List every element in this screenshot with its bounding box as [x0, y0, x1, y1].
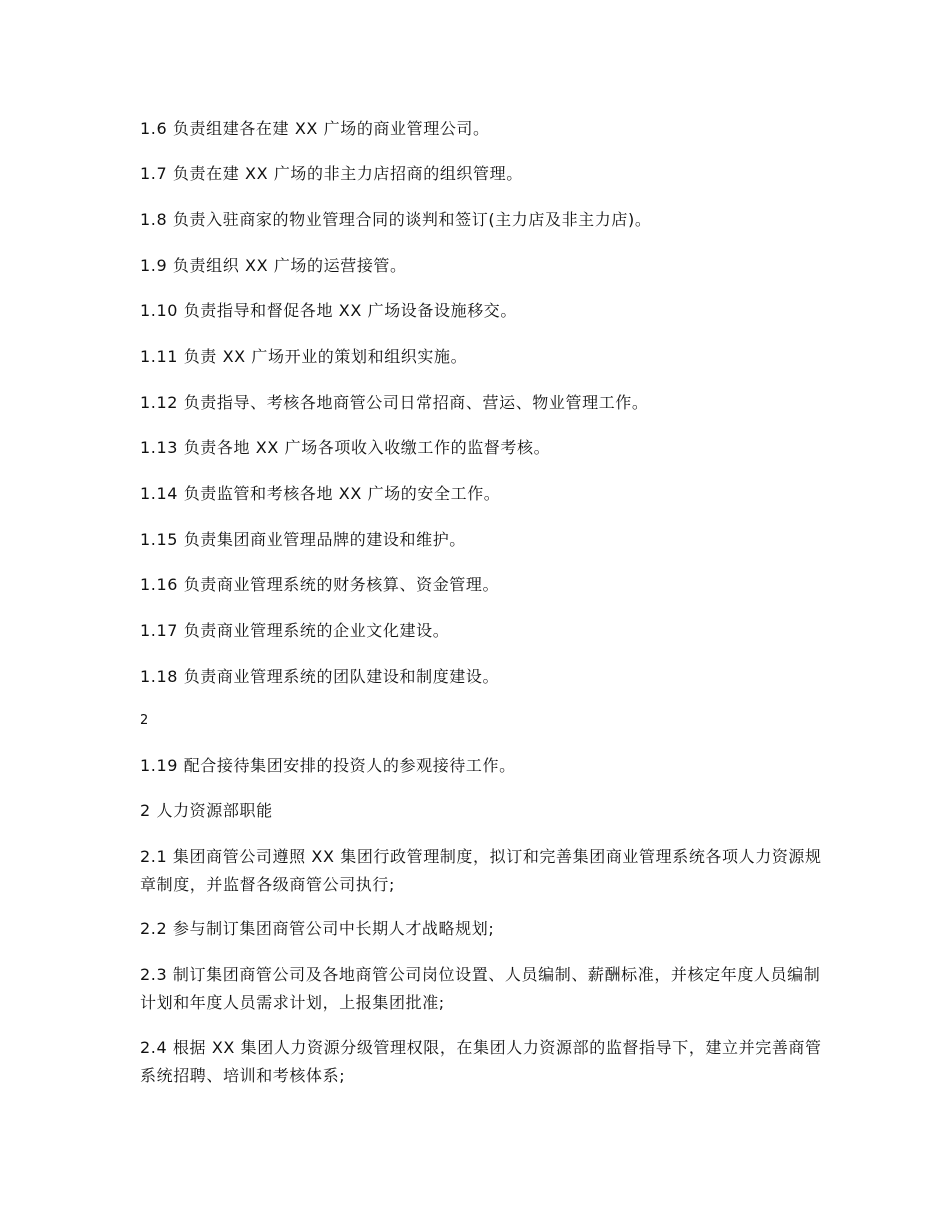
paragraph-1-14: 1.14 负责监管和考核各地 XX 广场的安全工作。: [140, 484, 501, 503]
paragraph-1-16: 1.16 负责商业管理系统的财务核算、资金管理。: [140, 575, 500, 594]
paragraph-1-10: 1.10 负责指导和督促各地 XX 广场设备设施移交。: [140, 301, 518, 320]
paragraph-1-7: 1.7 负责在建 XX 广场的非主力店招商的组织管理。: [140, 164, 523, 183]
paragraph-1-11: 1.11 负责 XX 广场开业的策划和组织实施。: [140, 347, 468, 366]
paragraph-2-2: 2.2 参与制订集团商管公司中长期人才战略规划;: [140, 919, 495, 938]
paragraph-1-8: 1.8 负责入驻商家的物业管理合同的谈判和签订(主力店及非主力店)。: [140, 210, 652, 229]
paragraph-1-19: 1.19 配合接待集团安排的投资人的参观接待工作。: [140, 756, 516, 775]
paragraph-2-1: 2.1 集团商管公司遵照 XX 集团行政管理制度，拟订和完善集团商业管理系统各项人力资源规章制度，并监督各级商管公司执行;: [140, 847, 822, 894]
page-number: 2: [140, 713, 149, 728]
paragraph-2-4: 2.4 根据 XX 集团人力资源分级管理权限，在集团人力资源部的监督指导下，建立并完善商管系统招聘、培训和考核体系;: [140, 1038, 822, 1085]
paragraph-1-12: 1.12 负责指导、考核各地商管公司日常招商、营运、物业管理工作。: [140, 393, 649, 412]
paragraph-1-18: 1.18 负责商业管理系统的团队建设和制度建设。: [140, 667, 500, 686]
section-heading-hr: 2 人力资源部职能: [140, 801, 273, 820]
paragraph-1-17: 1.17 负责商业管理系统的企业文化建设。: [140, 621, 450, 640]
paragraph-1-13: 1.13 负责各地 XX 广场各项收入收缴工作的监督考核。: [140, 438, 551, 457]
paragraph-1-15: 1.15 负责集团商业管理品牌的建设和维护。: [140, 530, 466, 549]
paragraph-2-3: 2.3 制订集团商管公司及各地商管公司岗位设置、人员编制、薪酬标准，并核定年度人员编制计划和年度人员需求计划，上报集团批准;: [140, 965, 821, 1012]
paragraph-1-9: 1.9 负责组织 XX 广场的运营接管。: [140, 256, 407, 275]
paragraph-1-6: 1.6 负责组建各在建 XX 广场的商业管理公司。: [140, 119, 490, 138]
